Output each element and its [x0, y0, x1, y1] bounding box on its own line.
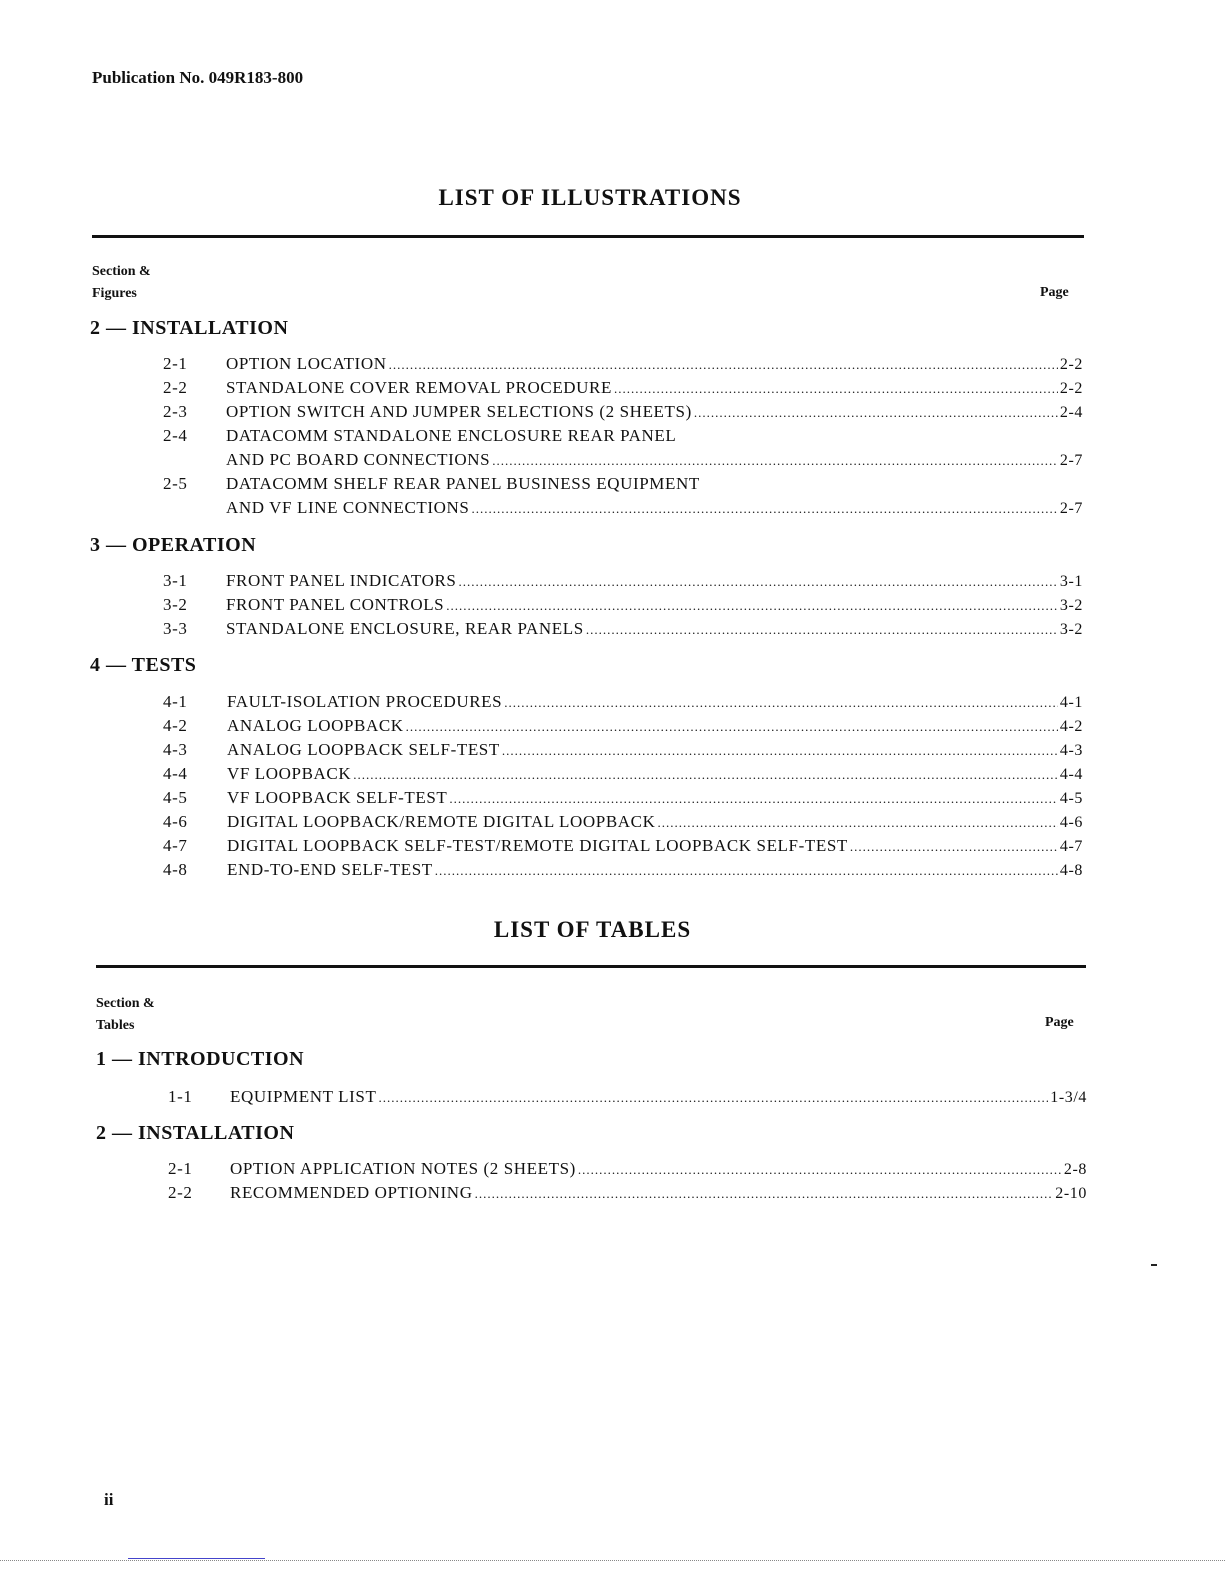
dot-leader [458, 574, 1057, 590]
entry-title: ANALOG LOOPBACK [227, 716, 404, 735]
entry-title: DATACOMM STANDALONE ENCLOSURE REAR PANEL [226, 426, 677, 445]
entry-page: 4-3 [1059, 742, 1083, 759]
entry-number: 2-3 [163, 402, 188, 421]
dot-leader [694, 405, 1058, 421]
illustrations-page-heading: Page [1040, 285, 1069, 300]
illustrations-title: LIST OF ILLUSTRATIONS [438, 185, 742, 210]
entry-page: 4-5 [1059, 790, 1083, 807]
entry-title: RECOMMENDED OPTIONING [230, 1183, 473, 1202]
entry-number: 2-2 [168, 1183, 193, 1202]
list-item[interactable] [168, 1159, 1087, 1183]
dot-leader [406, 719, 1058, 735]
list-item[interactable] [163, 836, 1083, 860]
entry-number: 3-3 [163, 619, 188, 638]
entry-title: VF LOOPBACK SELF-TEST [227, 788, 448, 807]
entry-title: OPTION SWITCH AND JUMPER SELECTIONS (2 SHEETS) [226, 402, 692, 421]
list-item[interactable] [163, 764, 1083, 788]
section-heading-introduction: 1 — INTRODUCTION [96, 1048, 305, 1070]
list-item[interactable] [163, 595, 1083, 619]
entry-title: FAULT-ISOLATION PROCEDURES [227, 692, 503, 711]
stray-mark [1151, 1264, 1157, 1266]
list-item[interactable] [168, 1183, 1087, 1207]
list-item[interactable] [163, 619, 1083, 643]
entry-title: FRONT PANEL INDICATORS [226, 571, 457, 590]
entry-number: 4-6 [163, 812, 188, 831]
dot-leader [850, 839, 1058, 855]
section-heading-installation-tables: 2 — INSTALLATION [96, 1122, 295, 1144]
entry-title: AND PC BOARD CONNECTIONS [226, 450, 491, 469]
entry-title: STANDALONE COVER REMOVAL PROCEDURE [226, 378, 612, 397]
dot-leader [578, 1162, 1062, 1178]
dot-leader [502, 743, 1058, 759]
list-item[interactable] [163, 740, 1083, 764]
entry-number: 3-1 [163, 571, 188, 590]
entry-page: 4-7 [1059, 838, 1083, 855]
list-item[interactable] [163, 426, 1083, 450]
entry-number: 3-2 [163, 595, 188, 614]
entry-title: OPTION LOCATION [226, 354, 387, 373]
entry-number: 2-2 [163, 378, 188, 397]
list-item[interactable] [163, 474, 1083, 498]
entry-page: 1-3/4 [1050, 1089, 1087, 1106]
publication-number: Publication No. 049R183-800 [92, 68, 304, 87]
entry-title: END-TO-END SELF-TEST [227, 860, 433, 879]
entry-page: 2-4 [1059, 404, 1083, 421]
list-item[interactable] [163, 498, 1083, 522]
section-heading-installation: 2 — INSTALLATION [90, 317, 289, 339]
entry-page: 4-8 [1059, 862, 1083, 879]
entry-number: 1-1 [168, 1087, 193, 1106]
entry-title: DIGITAL LOOPBACK/REMOTE DIGITAL LOOPBACK [227, 812, 656, 831]
dot-leader [475, 1186, 1054, 1202]
introduction-tables-list [168, 1087, 1087, 1111]
entry-page: 4-6 [1059, 814, 1083, 831]
bottom-link-underline [128, 1558, 265, 1559]
tables-col-head-line2: Tables [96, 1018, 135, 1033]
dot-leader [389, 357, 1058, 373]
entry-title: DATACOMM SHELF REAR PANEL BUSINESS EQUIPMENT [226, 474, 700, 493]
entry-title: DIGITAL LOOPBACK SELF-TEST/REMOTE DIGITAL LOOPBACK SELF-TEST [227, 836, 848, 855]
dot-leader [449, 791, 1057, 807]
tables-title: LIST OF TABLES [493, 917, 692, 942]
entry-page: 2-2 [1059, 380, 1083, 397]
entry-page: 4-2 [1059, 718, 1083, 735]
entry-title: EQUIPMENT LIST [230, 1087, 377, 1106]
list-item[interactable] [163, 450, 1083, 474]
list-item[interactable] [163, 571, 1083, 595]
section-heading-tests: 4 — TESTS [90, 654, 197, 676]
entry-title: OPTION APPLICATION NOTES (2 SHEETS) [230, 1159, 576, 1178]
entry-number: 4-2 [163, 716, 188, 735]
tests-figures-list [163, 692, 1083, 884]
entry-title: AND VF LINE CONNECTIONS [226, 498, 470, 517]
dot-leader [378, 1090, 1048, 1106]
entry-page: 2-2 [1059, 356, 1083, 373]
list-item[interactable] [168, 1087, 1087, 1111]
list-item[interactable] [163, 788, 1083, 812]
entry-title: VF LOOPBACK [227, 764, 352, 783]
tables-page-heading: Page [1045, 1015, 1074, 1030]
tables-col-head-line1: Section & [96, 996, 155, 1011]
entry-number: 2-5 [163, 474, 188, 493]
illustrations-col-head-line2: Figures [92, 286, 137, 301]
dot-leader [504, 695, 1058, 711]
illustrations-column-heading [92, 261, 151, 305]
entry-page: 2-8 [1063, 1161, 1087, 1178]
entry-number: 4-1 [163, 692, 188, 711]
entry-number: 4-4 [163, 764, 188, 783]
list-item[interactable] [163, 378, 1083, 402]
entry-title: ANALOG LOOPBACK SELF-TEST [227, 740, 500, 759]
dot-leader [492, 453, 1058, 469]
dot-leader [435, 863, 1058, 879]
entry-title: STANDALONE ENCLOSURE, REAR PANELS [226, 619, 584, 638]
footer-page-number: ii [104, 1490, 114, 1509]
tables-rule [96, 965, 1086, 968]
entry-page: 2-10 [1055, 1185, 1087, 1202]
list-item[interactable] [163, 354, 1083, 378]
dot-leader [586, 622, 1058, 638]
list-item[interactable] [163, 692, 1083, 716]
operation-figures-list [163, 571, 1083, 643]
section-heading-operation: 3 — OPERATION [90, 534, 257, 556]
illustrations-col-head-line1: Section & [92, 264, 151, 279]
entry-page: 2-7 [1059, 500, 1083, 517]
entry-number: 4-7 [163, 836, 188, 855]
dot-leader [657, 815, 1057, 831]
list-item[interactable] [163, 812, 1083, 836]
entry-number: 2-4 [163, 426, 188, 445]
entry-number: 2-1 [168, 1159, 193, 1178]
entry-number: 4-5 [163, 788, 188, 807]
entry-page: 4-4 [1059, 766, 1083, 783]
tables-column-heading [96, 993, 155, 1037]
dot-leader [446, 598, 1058, 614]
list-item[interactable] [163, 716, 1083, 740]
entry-page: 2-7 [1059, 452, 1083, 469]
illustrations-rule [92, 235, 1084, 238]
dot-leader [353, 767, 1058, 783]
entry-number: 2-1 [163, 354, 188, 373]
entry-page: 3-2 [1059, 621, 1083, 638]
list-item[interactable] [163, 860, 1083, 884]
dot-leader [471, 501, 1057, 517]
entry-title: FRONT PANEL CONTROLS [226, 595, 445, 614]
list-item[interactable] [163, 402, 1083, 426]
installation-tables-list [168, 1159, 1087, 1207]
bottom-border [0, 1560, 1225, 1562]
installation-figures-list [163, 354, 1083, 522]
entry-number: 4-8 [163, 860, 188, 879]
entry-page: 3-1 [1059, 573, 1083, 590]
entry-page: 3-2 [1059, 597, 1083, 614]
entry-page: 4-1 [1059, 694, 1083, 711]
dot-leader [614, 381, 1058, 397]
entry-number: 4-3 [163, 740, 188, 759]
